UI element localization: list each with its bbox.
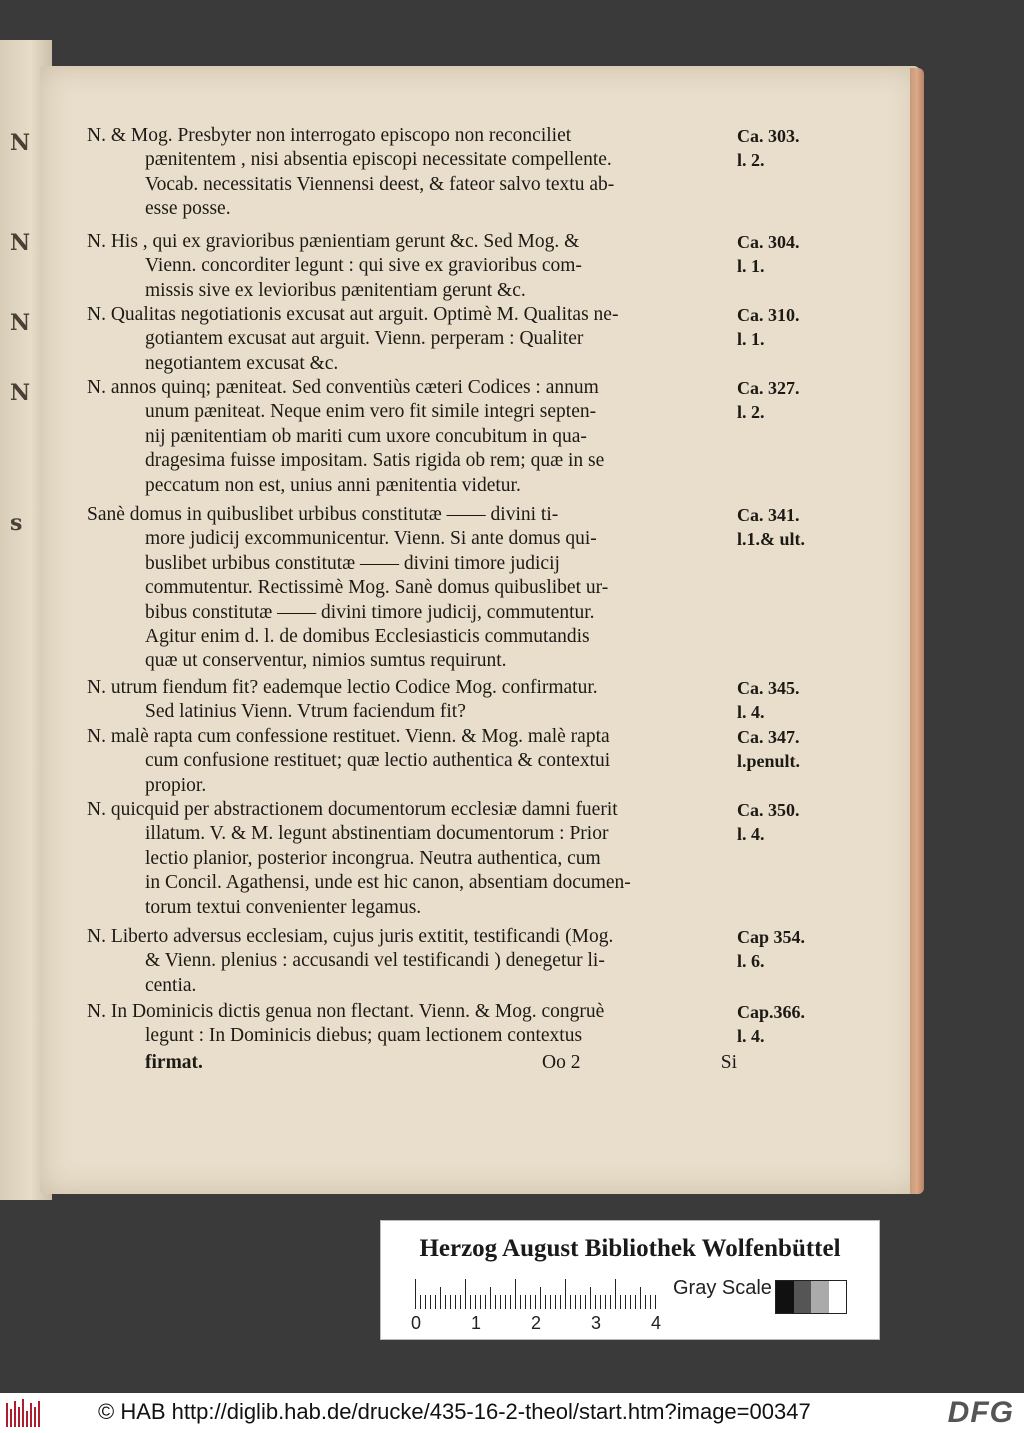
- entry-line: N. annos quinq; pæniteat. Sed conventiùs cæteri Codices : annum: [87, 377, 599, 398]
- left-page-letter: s: [10, 510, 23, 536]
- entry: [87, 503, 737, 674]
- entry-line: unum pæniteat. Neque enim vero fit simile integri septen-: [145, 401, 597, 423]
- entry-line: Sanè domus in quibuslibet urbibus constitutæ —— divini ti-: [87, 504, 559, 525]
- entry-line: N. Liberto adversus ecclesiam, cujus juris extitit, testificandi (Mog.: [87, 926, 614, 947]
- color-calibration-bar: [380, 1220, 880, 1340]
- ruler-tick: [490, 1287, 491, 1309]
- margin-line: Ca. 327.: [737, 378, 800, 398]
- ruler-tick: [580, 1295, 581, 1309]
- margin-line: Ca. 304.: [737, 232, 800, 252]
- margin-line: l. 6.: [737, 951, 765, 972]
- ruler-tick: [480, 1295, 481, 1309]
- ruler-tick: [620, 1295, 621, 1309]
- signature-mark: Oo 2: [542, 1052, 581, 1073]
- entry-line: quæ ut conserventur, nimios sumtus requirunt.: [145, 650, 507, 672]
- ruler-tick: [600, 1295, 601, 1309]
- entry-line: commutentur. Rectissimè Mog. Sanè domus quibuslibet ur-: [145, 577, 609, 599]
- margin-line: l. 2.: [737, 402, 765, 423]
- ruler-tick: [635, 1295, 636, 1309]
- entry-line: Vienn. concorditer legunt : qui sive ex gravioribus com-: [145, 255, 582, 277]
- gray-swatch: [794, 1281, 812, 1313]
- ruler-tick: [645, 1295, 646, 1309]
- ruler-tick: [460, 1295, 461, 1309]
- ruler-tick: [430, 1295, 431, 1309]
- ruler-tick: [640, 1287, 641, 1309]
- ruler-number: 2: [531, 1313, 542, 1333]
- ruler-tick: [615, 1279, 616, 1309]
- ruler-tick: [425, 1295, 426, 1309]
- entry-line: in Concil. Agathensi, unde est hic canon, absentiam documen-: [145, 872, 631, 894]
- ruler-tick: [455, 1295, 456, 1309]
- entry-line: buslibet urbibus constitutæ —— divini timore judicij: [145, 552, 560, 574]
- entry-line: nij pænitentiam ob mariti cum uxore concubitum in qua-: [145, 425, 587, 447]
- logo-bar: [6, 1403, 8, 1427]
- entry-line: cum confusione restituet; quæ lectio authentica & contextui: [145, 750, 611, 772]
- ruler-tick: [415, 1279, 416, 1309]
- margin-line: Ca. 341.: [737, 505, 800, 525]
- gray-scale-label: Gray Scale: [673, 1277, 772, 1299]
- viewer-footer: [0, 1393, 1024, 1433]
- entry-line: & Vienn. plenius : accusandi vel testificandi ) denegetur li-: [145, 950, 605, 972]
- ruler-tick: [465, 1279, 466, 1309]
- ruler-tick: [450, 1295, 451, 1309]
- logo-bar: [26, 1411, 28, 1427]
- entry: [87, 124, 737, 222]
- margin-line: l. 4.: [737, 702, 765, 723]
- dfg-logo: DFG: [947, 1396, 1014, 1429]
- entry-line: negotiantem excusat &c.: [145, 352, 339, 374]
- ruler-tick: [435, 1295, 436, 1309]
- gray-swatch: [829, 1281, 847, 1313]
- ruler-tick: [470, 1295, 471, 1309]
- ruler-tick: [595, 1295, 596, 1309]
- margin-line: l. 1.: [737, 256, 765, 277]
- entry: [87, 798, 737, 920]
- margin-reference: [737, 230, 837, 279]
- entry: [87, 676, 737, 725]
- entry-line: N. His , qui ex gravioribus pænientiam gerunt &c. Sed Mog. &: [87, 231, 580, 252]
- margin-reference: [737, 124, 837, 173]
- ruler-tick: [625, 1295, 626, 1309]
- entry-line: dragesima fuisse impositam. Satis rigida ob rem; quæ in se: [145, 450, 605, 472]
- ruler-number: 0: [411, 1313, 422, 1333]
- ruler-tick: [445, 1295, 446, 1309]
- ruler-tick: [440, 1287, 441, 1309]
- ruler-tick: [495, 1295, 496, 1309]
- margin-reference: [737, 376, 837, 425]
- ruler-tick: [505, 1295, 506, 1309]
- left-page-letter: N: [10, 230, 31, 256]
- entry-line: more judicij excommunicentur. Vienn. Si ante domus qui-: [145, 528, 597, 550]
- ruler-tick: [515, 1279, 516, 1309]
- margin-line: Ca. 350.: [737, 800, 800, 820]
- ruler-tick: [650, 1295, 651, 1309]
- entry-line: N. malè rapta cum confessione restituet. Vienn. & Mog. malè rapta: [87, 726, 610, 747]
- left-page-letter: N: [10, 130, 31, 156]
- entry-line: pænitentem , nisi absentia episcopi necessitate compellente.: [145, 149, 612, 171]
- margin-line: Ca. 347.: [737, 727, 800, 747]
- footer-last-word: firmat.: [145, 1052, 203, 1073]
- ruler-tick: [555, 1295, 556, 1309]
- ruler-tick: [525, 1295, 526, 1309]
- scale-ruler: [415, 1277, 661, 1309]
- ruler-tick: [540, 1287, 541, 1309]
- ruler-tick: [630, 1295, 631, 1309]
- ruler-number: 1: [471, 1313, 482, 1333]
- gray-swatch: [811, 1281, 829, 1313]
- ruler-tick: [605, 1295, 606, 1309]
- catchword: Si: [720, 1052, 737, 1073]
- ruler-tick: [485, 1295, 486, 1309]
- ruler-tick: [565, 1279, 566, 1309]
- ruler-tick: [570, 1295, 571, 1309]
- ruler-tick: [510, 1295, 511, 1309]
- page-edge: [910, 68, 924, 1194]
- margin-line: l. 4.: [737, 824, 765, 845]
- margin-reference: [737, 503, 837, 552]
- ruler-tick: [550, 1295, 551, 1309]
- ruler-tick: [500, 1295, 501, 1309]
- logo-bar: [14, 1401, 16, 1427]
- ruler-tick: [560, 1295, 561, 1309]
- logo-bar: [30, 1403, 32, 1427]
- entry: [87, 925, 737, 998]
- logo-bar: [10, 1409, 12, 1427]
- margin-reference: [737, 925, 837, 974]
- margin-line: l.1.& ult.: [737, 529, 806, 550]
- library-name: Herzog August Bibliothek Wolfenbüttel: [419, 1235, 841, 1262]
- entry-line: Vocab. necessitatis Viennensi deest, & fateor salvo textu ab-: [145, 173, 615, 195]
- hab-logo-icon: [6, 1399, 46, 1427]
- logo-bar: [38, 1401, 40, 1427]
- ruler-number: 3: [591, 1313, 602, 1333]
- ruler-tick: [535, 1295, 536, 1309]
- margin-line: Ca. 345.: [737, 678, 800, 698]
- entry: [87, 303, 737, 376]
- footer-url-link[interactable]: © HAB http://diglib.hab.de/drucke/435-16-2-theol/start.htm?image=00347: [98, 1399, 811, 1424]
- margin-line: l. 2.: [737, 150, 765, 171]
- ruler-tick: [475, 1295, 476, 1309]
- logo-bar: [34, 1407, 36, 1427]
- entry-line: Sed latinius Vienn. Vtrum faciendum fit?: [145, 701, 466, 723]
- entry-line: N. Qualitas negotiationis excusat aut arguit. Optimè M. Qualitas ne-: [87, 304, 619, 325]
- left-page-letter: N: [10, 310, 31, 336]
- ruler-tick: [520, 1295, 521, 1309]
- entry-line: Agitur enim d. l. de domibus Ecclesiasticis commutandis: [145, 625, 590, 647]
- margin-reference: [737, 303, 837, 352]
- entry-line: N. In Dominicis dictis genua non flectant. Vienn. & Mog. congruè: [87, 1001, 605, 1022]
- entry-line: legunt : In Dominicis diebus; quam lectionem contextus: [145, 1025, 583, 1047]
- margin-line: Cap.366.: [737, 1002, 806, 1022]
- entry-line: esse posse.: [145, 198, 231, 220]
- entry: [87, 230, 737, 303]
- ruler-tick: [575, 1295, 576, 1309]
- gray-swatch: [776, 1281, 794, 1313]
- margin-line: l. 4.: [737, 1026, 765, 1047]
- ruler-tick: [530, 1295, 531, 1309]
- entry: [87, 1000, 737, 1049]
- margin-reference: [737, 676, 837, 725]
- ruler-tick: [545, 1295, 546, 1309]
- margin-reference: [737, 725, 837, 774]
- entry-line: gotiantem excusat aut arguit. Vienn. perperam : Qualiter: [145, 328, 584, 350]
- margin-line: Ca. 310.: [737, 305, 800, 325]
- entry-line: torum textui convenienter legamus.: [145, 896, 422, 918]
- entry-line: N. quicquid per abstractionem documentorum ecclesiæ damni fuerit: [87, 799, 618, 820]
- margin-line: l. 1.: [737, 329, 765, 350]
- ruler-tick: [585, 1295, 586, 1309]
- entry-line: lectio planior, posterior incongrua. Neutra authentica, cum: [145, 847, 601, 869]
- entry-line: peccatum non est, unius anni pænitentia videtur.: [145, 474, 521, 496]
- entry-line: illatum. V. & M. legunt abstinentiam documentorum : Prior: [145, 823, 609, 845]
- margin-line: l.penult.: [737, 751, 801, 772]
- entry-line: bibus constitutæ —— divini timore judicij, commutentur.: [145, 601, 595, 623]
- margin-reference: [737, 1000, 837, 1049]
- margin-reference: [737, 798, 837, 847]
- left-page-letter: N: [10, 380, 31, 406]
- entry-line: N. utrum fiendum fit? eademque lectio Codice Mog. confirmatur.: [87, 677, 598, 698]
- entry-line: missis sive ex levioribus pænitentiam gerunt &c.: [145, 279, 526, 301]
- ruler-number: 4: [651, 1313, 662, 1333]
- page-footer: [87, 1052, 737, 1076]
- margin-line: Cap 354.: [737, 927, 806, 947]
- ruler-tick: [655, 1295, 656, 1309]
- logo-bar: [22, 1399, 24, 1427]
- entry-line: N. & Mog. Presbyter non interrogato episcopo non reconciliet: [87, 125, 572, 146]
- margin-line: Ca. 303.: [737, 126, 800, 146]
- entry-line: centia.: [145, 974, 197, 996]
- entry: [87, 725, 737, 798]
- entry: [87, 376, 737, 498]
- gray-scale-swatches: [775, 1280, 847, 1314]
- logo-bar: [18, 1407, 20, 1427]
- ruler-tick: [590, 1287, 591, 1309]
- ruler-tick: [610, 1295, 611, 1309]
- ruler-tick: [420, 1295, 421, 1309]
- entry-line: propior.: [145, 774, 207, 796]
